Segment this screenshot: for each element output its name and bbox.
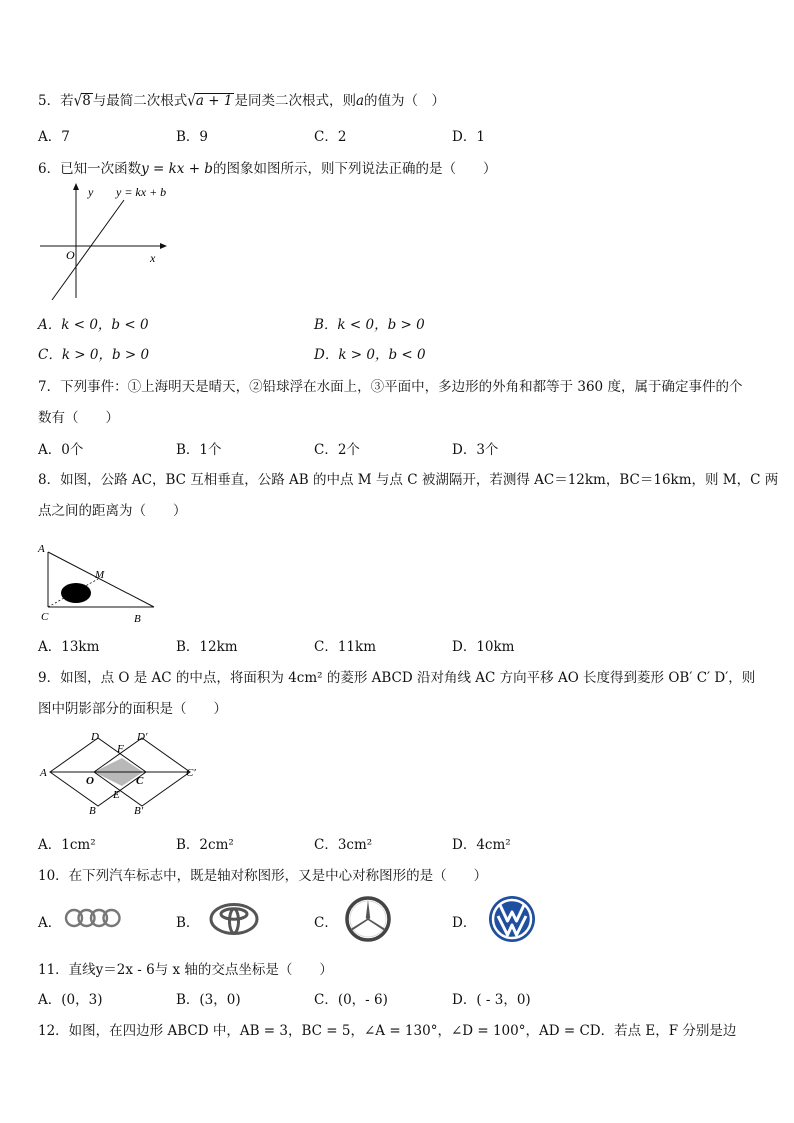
audi-logo-icon[interactable] <box>64 907 122 929</box>
sqrt-a-plus-1: a + 1 <box>195 93 233 109</box>
label-c: C <box>136 775 144 787</box>
q11-option-d[interactable]: D．( - 3，0) <box>452 992 531 1008</box>
q6-text-b: 的图象如图所示，则下列说法正确的是（ ） <box>212 161 497 177</box>
q7-stem-line1: 7．下列事件：①上海明天是晴天，②铅球浮在水面上，③平面中，多边形的外角和都等于 360 度，属于确定事件的个 <box>38 379 743 395</box>
y-label: y <box>88 185 94 199</box>
q6-text-a: 6．已知一次函数 <box>38 161 142 177</box>
label-b-prime: B′ <box>134 805 144 817</box>
q8-option-c[interactable]: C．11km <box>314 639 376 655</box>
radical-sign: √ <box>73 91 83 111</box>
q9-figure <box>36 728 206 818</box>
q10-option-d[interactable]: D． <box>452 915 477 931</box>
q8-option-b[interactable]: B．12km <box>176 639 238 655</box>
q6-option-a[interactable]: A．k < 0，b < 0 <box>38 317 149 333</box>
line-graph <box>52 200 124 300</box>
label-d-prime: D′ <box>137 731 148 743</box>
q9-option-b[interactable]: B．2cm² <box>176 837 234 853</box>
q11-option-c[interactable]: C．(0，- 6) <box>314 992 388 1008</box>
q5-text-b: 与最简二次根式 <box>92 93 188 109</box>
q11-option-a[interactable]: A．(0，3) <box>38 992 103 1008</box>
y-axis-arrow <box>73 183 79 190</box>
q5-option-d[interactable]: D．1 <box>452 129 485 145</box>
mercedes-logo-icon[interactable] <box>344 895 392 943</box>
lake <box>61 583 91 603</box>
x-axis-arrow <box>160 243 167 249</box>
line-equation-label: y = kx + b <box>116 185 167 199</box>
toyota-logo-icon[interactable] <box>208 902 260 936</box>
point-a-label: A <box>38 543 45 555</box>
sqrt-8: 8 <box>82 93 91 109</box>
q9-option-a[interactable]: A．1cm² <box>38 837 96 853</box>
x-label: x <box>150 251 156 265</box>
q9-stem-line1: 9．如图，点 O 是 AC 的中点，将面积为 4cm² 的菱形 ABCD 沿对角线 AC 方向平移 AO 长度得到菱形 OB′ C′ D′，则 <box>38 670 756 686</box>
q7-option-b[interactable]: B．1个 <box>176 442 222 458</box>
q5-text-d: 的值为（ ） <box>364 93 446 109</box>
q6-formula: y = kx + b <box>141 161 213 177</box>
q5-text-c: 是同类二次根式，则 <box>234 93 356 109</box>
q5-option-b[interactable]: B．9 <box>176 129 209 145</box>
q6-option-b[interactable]: B．k < 0，b > 0 <box>314 317 425 333</box>
q7-option-c[interactable]: C．2个 <box>314 442 360 458</box>
origin-label: O <box>66 248 75 262</box>
q9-option-d[interactable]: D．4cm² <box>452 837 511 853</box>
q7-option-a[interactable]: A．0个 <box>38 442 84 458</box>
q5-option-a[interactable]: A．7 <box>38 129 70 145</box>
q10-option-b[interactable]: B． <box>176 915 200 931</box>
label-f: F <box>117 743 124 755</box>
q9-stem-line2: 图中阴影部分的面积是（ ） <box>38 701 227 717</box>
q7-option-d[interactable]: D．3个 <box>452 442 499 458</box>
point-b-label: B <box>134 613 141 625</box>
label-d: D <box>91 731 99 743</box>
q5-var: a <box>355 93 365 109</box>
volkswagen-logo-icon[interactable] <box>488 895 536 943</box>
label-e: E <box>113 789 120 801</box>
q8-stem-line2: 点之间的距离为（ ） <box>38 503 187 519</box>
q8-option-a[interactable]: A．13km <box>38 639 100 655</box>
q11-option-b[interactable]: B．(3，0) <box>176 992 241 1008</box>
q6-option-d[interactable]: D．k > 0，b < 0 <box>314 347 426 363</box>
q5-option-c[interactable]: C．2 <box>314 129 347 145</box>
q12-stem-line1: 12．如图，在四边形 ABCD 中，AB = 3，BC = 5，∠A = 130°，∠D = 100°，AD = CD．若点 E，F 分别是边 <box>38 1023 737 1039</box>
point-c-label: C <box>41 611 49 623</box>
label-a: A <box>40 767 47 779</box>
q8-stem-line1: 8．如图，公路 AC，BC 互相垂直，公路 AB 的中点 M 与点 C 被湖隔开，若测得 AC＝12km，BC＝16km，则 M，C 两 <box>38 472 779 488</box>
q10-stem: 10．在下列汽车标志中，既是轴对称图形，又是中心对称图形的是（ ） <box>38 868 488 884</box>
q5-text-a: 5．若 <box>38 93 74 109</box>
label-b: B <box>89 805 96 817</box>
q6-stem <box>38 157 496 177</box>
q11-stem: 11．直线y＝2x - 6与 x 轴的交点坐标是（ ） <box>38 962 333 978</box>
q8-figure <box>34 538 159 626</box>
q10-option-a[interactable]: A． <box>38 915 62 931</box>
label-o: O <box>86 775 94 787</box>
q9-option-c[interactable]: C．3cm² <box>314 837 373 853</box>
q5-stem <box>38 89 445 109</box>
label-c-prime: C′ <box>186 767 196 779</box>
q10-option-c[interactable]: C． <box>314 915 338 931</box>
q7-stem-line2: 数有（ ） <box>38 410 119 426</box>
q6-option-c[interactable]: C．k > 0，b > 0 <box>38 347 150 363</box>
q8-option-d[interactable]: D．10km <box>452 639 515 655</box>
q6-figure <box>36 180 171 305</box>
radical-sign: √ <box>187 91 196 111</box>
point-m-label: M <box>95 569 105 581</box>
